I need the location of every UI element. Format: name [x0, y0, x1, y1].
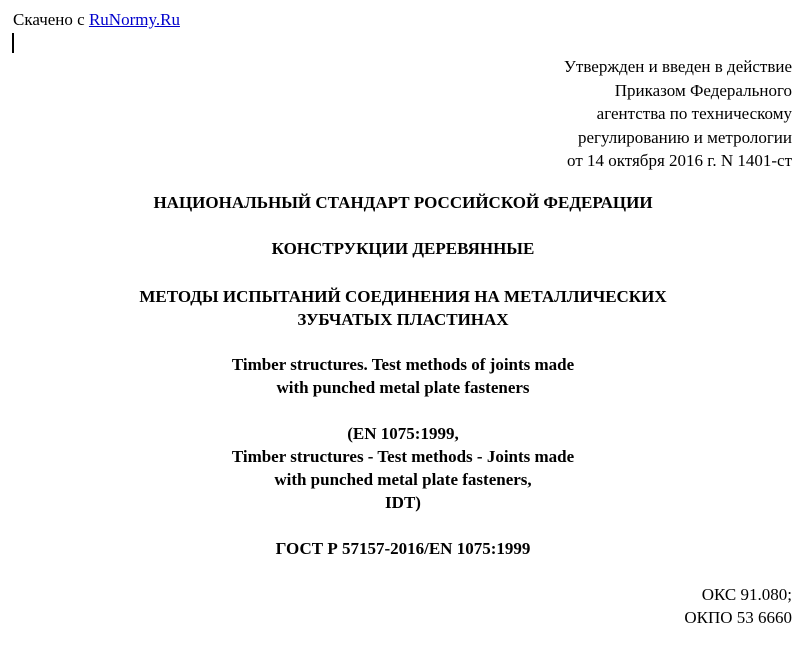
english-title — [0, 353, 799, 399]
reference-line: Timber structures - Test methods - Joints made — [231, 447, 575, 466]
classification-codes — [684, 583, 792, 629]
download-prefix: Скачено с — [13, 10, 89, 29]
gost-designation-text: ГОСТ Р 57157-2016/EN 1075:1999 — [275, 539, 531, 558]
oks-code: ОКС 91.080; — [701, 585, 792, 604]
reference-line: with punched metal plate fasteners, — [274, 470, 532, 489]
methods-title-line: ЗУБЧАТЫХ ПЛАСТИНАХ — [297, 310, 509, 329]
text-cursor — [12, 33, 14, 53]
reference-standard — [0, 422, 799, 514]
methods-title-line: МЕТОДЫ ИСПЫТАНИЙ СОЕДИНЕНИЯ НА МЕТАЛЛИЧЕСКИХ — [139, 287, 667, 306]
constructions-title — [0, 237, 799, 260]
approval-line: Приказом Федерального — [614, 80, 792, 100]
approval-line: Утвержден и введен в действие — [563, 57, 792, 76]
runormy-link[interactable]: RuNormy.Ru — [88, 10, 180, 29]
download-source-line — [13, 9, 180, 31]
approval-line: регулированию и метрологии — [577, 127, 792, 147]
approval-line: от 14 октября 2016 г. N 1401-ст — [567, 151, 792, 170]
standard-title-text: НАЦИОНАЛЬНЫЙ СТАНДАРТ РОССИЙСКОЙ ФЕДЕРАЦИИ — [153, 193, 653, 212]
constructions-title-text: КОНСТРУКЦИИ ДЕРЕВЯННЫЕ — [271, 239, 535, 258]
approval-line: агентства по техническому — [596, 104, 792, 123]
english-title-line: with punched metal plate fasteners — [276, 378, 530, 397]
english-title-line: Timber structures. Test methods of joints made — [231, 355, 575, 374]
gost-designation — [0, 537, 799, 560]
methods-title — [0, 285, 799, 331]
standard-title — [0, 191, 799, 214]
reference-line: (EN 1075:1999, — [347, 424, 459, 443]
reference-line: IDT) — [385, 493, 421, 512]
okpo-code: ОКПО 53 6660 — [684, 608, 792, 627]
approval-block — [372, 55, 792, 173]
